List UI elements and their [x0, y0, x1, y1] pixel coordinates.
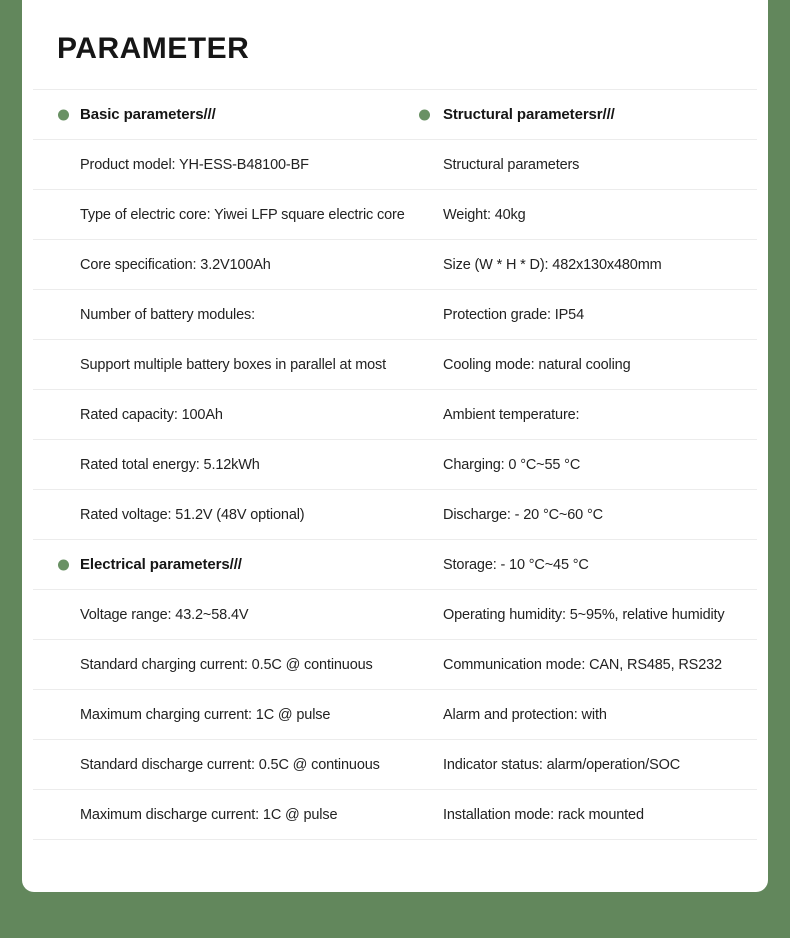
param-text: Rated voltage: 51.2V (48V optional) — [80, 506, 305, 523]
param-text: Charging: 0 °C~55 °C — [443, 456, 581, 473]
param-cell-left — [33, 690, 406, 739]
param-text: Discharge: - 20 °C~60 °C — [443, 506, 603, 523]
param-text: Core specification: 3.2V100Ah — [80, 256, 271, 273]
parameter-table — [33, 90, 757, 840]
param-text: Ambient temperature: — [443, 406, 580, 423]
param-text: Standard discharge current: 0.5C @ continuous — [80, 756, 380, 773]
table-row — [33, 690, 757, 740]
table-row — [33, 790, 757, 840]
table-row — [33, 590, 757, 640]
table-row — [33, 540, 757, 590]
param-text: Maximum charging current: 1C @ pulse — [80, 706, 331, 723]
param-text: Installation mode: rack mounted — [443, 806, 644, 823]
page-title: PARAMETER — [57, 31, 250, 65]
param-text: Protection grade: IP54 — [443, 306, 584, 323]
title-block — [33, 0, 757, 90]
param-cell-right — [406, 240, 757, 289]
param-cell-right — [406, 740, 757, 789]
table-row — [33, 740, 757, 790]
param-cell-left — [33, 740, 406, 789]
param-text: Cooling mode: natural cooling — [443, 356, 631, 373]
param-cell-right — [406, 290, 757, 339]
table-row — [33, 640, 757, 690]
param-cell-right — [406, 690, 757, 739]
table-row — [33, 190, 757, 240]
param-text: Type of electric core: Yiwei LFP square electric core — [80, 206, 405, 223]
param-cell-right — [406, 540, 757, 589]
param-text: Alarm and protection: with — [443, 706, 607, 723]
bullet-icon — [58, 109, 69, 120]
param-cell-left — [33, 590, 406, 639]
param-text: Product model: YH-ESS-B48100-BF — [80, 156, 309, 173]
table-row — [33, 490, 757, 540]
param-text: Weight: 40kg — [443, 206, 526, 223]
param-text: Storage: - 10 °C~45 °C — [443, 556, 589, 573]
param-text: Standard charging current: 0.5C @ continuous — [80, 656, 373, 673]
param-cell-left — [33, 790, 406, 839]
param-cell-left — [33, 540, 406, 589]
param-cell-left — [33, 390, 406, 439]
param-text: Voltage range: 43.2~58.4V — [80, 606, 249, 623]
param-cell-left — [33, 440, 406, 489]
param-text: Number of battery modules: — [80, 306, 256, 323]
param-text: Operating humidity: 5~95%, relative humidity — [443, 606, 725, 623]
table-row — [33, 340, 757, 390]
param-text: Size (W * H * D): 482x130x480mm — [443, 256, 662, 273]
param-text: Structural parameters — [443, 156, 580, 173]
param-cell-left — [33, 90, 406, 139]
table-row — [33, 440, 757, 490]
param-cell-left — [33, 190, 406, 239]
param-cell-right — [406, 340, 757, 389]
section-header-label: Electrical parameters/// — [80, 556, 242, 573]
param-cell-left — [33, 490, 406, 539]
param-cell-left — [33, 290, 406, 339]
bullet-icon — [419, 109, 430, 120]
table-row — [33, 140, 757, 190]
param-cell-right — [406, 390, 757, 439]
table-row — [33, 390, 757, 440]
table-row — [33, 240, 757, 290]
param-cell-right — [406, 90, 757, 139]
param-cell-right — [406, 490, 757, 539]
param-text: Rated total energy: 5.12kWh — [80, 456, 260, 473]
param-cell-right — [406, 140, 757, 189]
table-row — [33, 290, 757, 340]
param-cell-left — [33, 640, 406, 689]
section-header-label: Basic parameters/// — [80, 106, 216, 123]
param-cell-left — [33, 340, 406, 389]
section-header-label: Structural parametersr/// — [443, 106, 615, 123]
table-row — [33, 90, 757, 140]
bullet-icon — [58, 559, 69, 570]
param-cell-right — [406, 640, 757, 689]
param-cell-right — [406, 590, 757, 639]
param-text: Support multiple battery boxes in parallel at most — [80, 356, 387, 373]
spec-card-content — [22, 0, 768, 840]
param-text: Communication mode: CAN, RS485, RS232 — [443, 656, 722, 673]
param-cell-left — [33, 240, 406, 289]
param-text: Maximum discharge current: 1C @ pulse — [80, 806, 338, 823]
param-cell-right — [406, 190, 757, 239]
param-cell-right — [406, 790, 757, 839]
spec-card — [22, 0, 768, 892]
param-text: Indicator status: alarm/operation/SOC — [443, 756, 681, 773]
param-cell-right — [406, 440, 757, 489]
param-cell-left — [33, 140, 406, 189]
param-text: Rated capacity: 100Ah — [80, 406, 223, 423]
